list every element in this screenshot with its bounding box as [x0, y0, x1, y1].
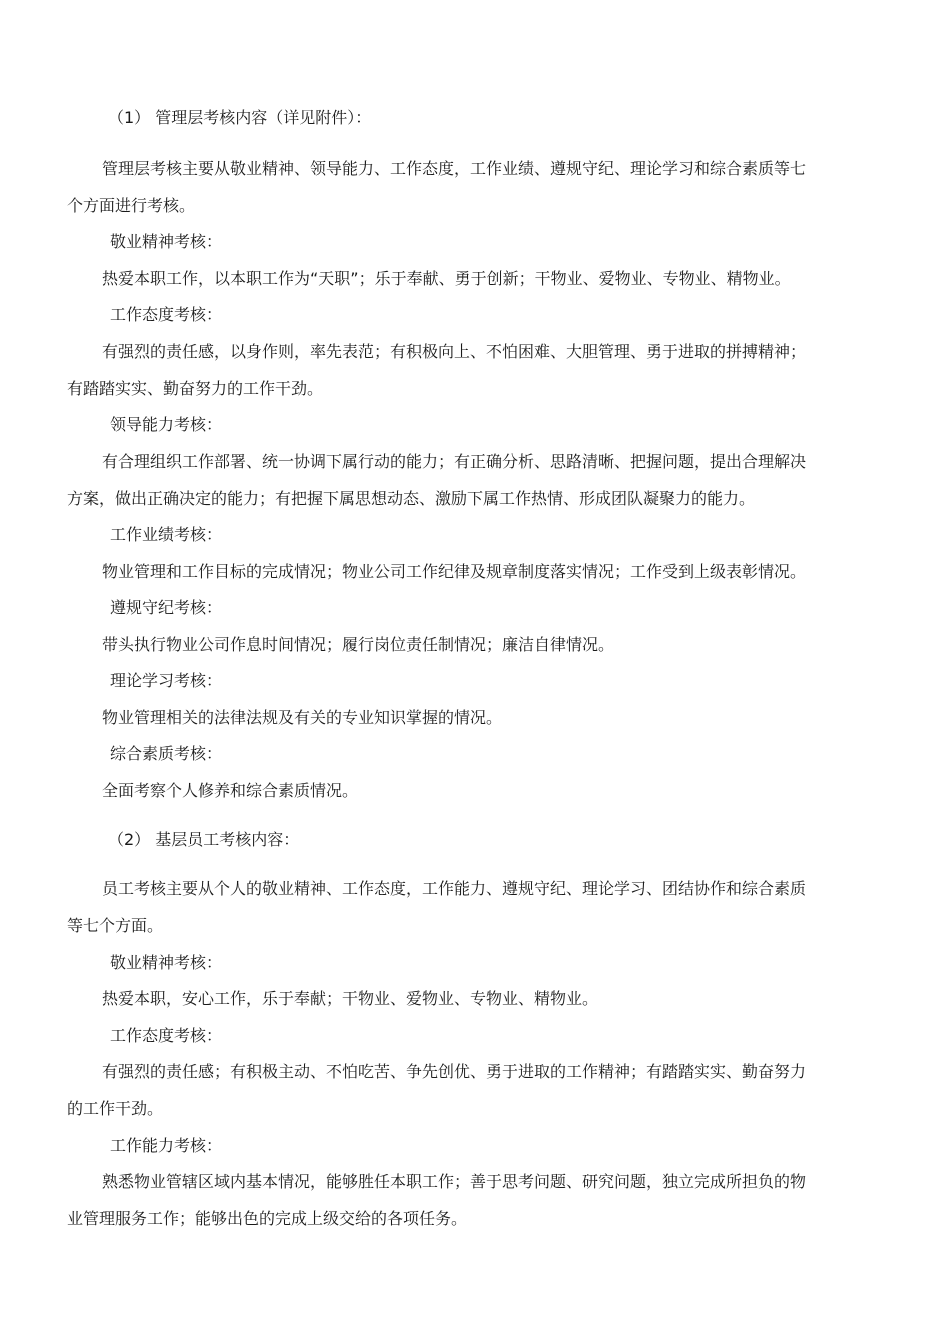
section-1-item-4-line-1: 物业管理和工作目标的完成情况；物业公司工作纪律及规章制度落实情况；工作受到上级表彰情况。 [102, 562, 807, 581]
section-1-item-2-line-1: 有强烈的责任感，以身作则，率先表范；有积极向上、不怕困难、大胆管理、勇于进取的拼搏精神； [102, 342, 807, 361]
section-1-intro-line-1: 管理层考核主要从敬业精神、领导能力、工作态度，工作业绩、遵规守纪、理论学习和综合素质等七 [102, 159, 807, 178]
section-1-item-3-line-1: 有合理组织工作部署、统一协调下属行动的能力；有正确分析、思路清晰、把握问题，提出合理解决 [102, 452, 807, 471]
section-1-item-3-title: 领导能力考核： [110, 415, 223, 434]
section-2-intro-line-1: 员工考核主要从个人的敬业精神、工作态度，工作能力、遵规守纪、理论学习、团结协作和综合素质 [102, 879, 807, 898]
section-2-item-1-line-1: 热爱本职，安心工作，乐于奉献；干物业、爱物业、专物业、精物业。 [102, 989, 599, 1008]
section-1-intro-line-2: 个方面进行考核。 [67, 196, 196, 215]
section-1-item-3-line-2: 方案，做出正确决定的能力；有把握下属思想动态、激励下属工作热情、形成团队凝聚力的能力。 [67, 489, 756, 508]
section-1-item-6-title: 理论学习考核： [110, 671, 223, 690]
section-1-item-6-line-1: 物业管理相关的法律法规及有关的专业知识掌握的情况。 [102, 708, 503, 727]
section-2-intro-line-2: 等七个方面。 [67, 916, 164, 935]
section-2-item-2-title: 工作态度考核： [110, 1026, 223, 1045]
section-2-item-3-title: 工作能力考核： [110, 1136, 223, 1155]
section-2-item-3-line-1: 熟悉物业管辖区域内基本情况，能够胜任本职工作；善于思考问题、研究问题，独立完成所担负的物 [102, 1172, 807, 1191]
section-1-item-7-title: 综合素质考核： [110, 744, 223, 763]
section-1-item-4-title: 工作业绩考核： [110, 525, 223, 544]
section-1-item-5-title: 遵规守纪考核： [110, 598, 223, 617]
section-2-heading: （2） 基层员工考核内容： [108, 830, 300, 849]
section-1-item-2-line-2: 有踏踏实实、勤奋努力的工作干劲。 [67, 379, 324, 398]
section-1-item-2-title: 工作态度考核： [110, 305, 223, 324]
section-1-item-1-title: 敬业精神考核： [110, 232, 223, 251]
section-1-item-5-line-1: 带头执行物业公司作息时间情况；履行岗位责任制情况；廉洁自律情况。 [102, 635, 615, 654]
section-1-item-1-line-1: 热爱本职工作，以本职工作为“天职”；乐于奉献、勇于创新；干物业、爱物业、专物业、精物业。 [102, 269, 791, 288]
section-1-item-7-line-1: 全面考察个人修养和综合素质情况。 [102, 781, 359, 800]
section-2-item-2-line-1: 有强烈的责任感；有积极主动、不怕吃苦、争先创优、勇于进取的工作精神；有踏踏实实、勤奋努力 [102, 1062, 807, 1081]
section-2-item-1-title: 敬业精神考核： [110, 953, 223, 972]
section-2-item-2-line-2: 的工作干劲。 [67, 1099, 164, 1118]
section-2-item-3-line-2: 业管理服务工作；能够出色的完成上级交给的各项任务。 [67, 1209, 468, 1228]
section-1-heading: （1） 管理层考核内容（详见附件）： [108, 108, 372, 127]
